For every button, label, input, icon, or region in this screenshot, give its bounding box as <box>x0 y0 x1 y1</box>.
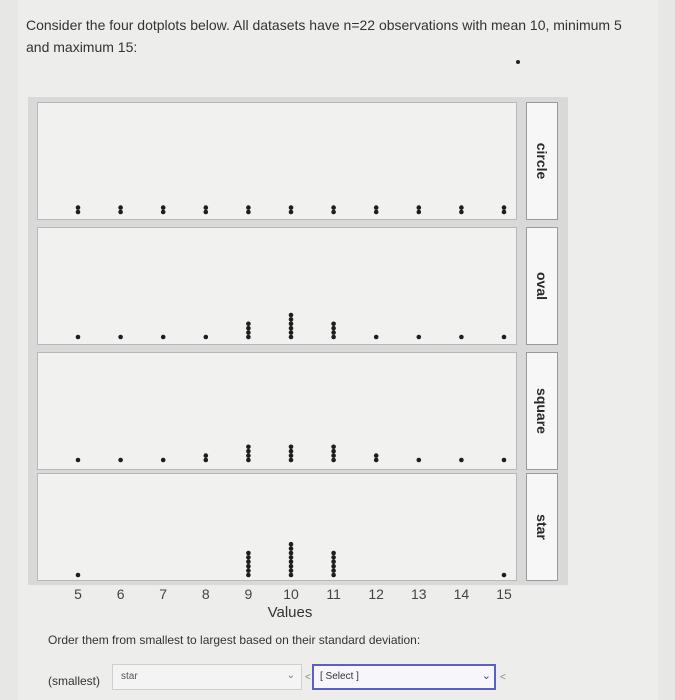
dot-square-7 <box>161 458 166 463</box>
dot-oval-5 <box>76 335 81 340</box>
dot-circle-7 <box>161 205 166 210</box>
dot-square-12 <box>374 458 379 463</box>
dot-square-12 <box>374 453 379 458</box>
dot-circle-10 <box>289 210 294 215</box>
dot-circle-8 <box>204 210 209 215</box>
dot-circle-5 <box>76 210 81 215</box>
dot-star-10 <box>289 546 294 551</box>
dot-oval-14 <box>459 335 464 340</box>
dot-square-8 <box>204 458 209 463</box>
dot-circle-7 <box>161 210 166 215</box>
dot-star-9 <box>246 564 251 569</box>
chevron-down-icon: ⌄ <box>481 670 491 682</box>
dot-square-11 <box>331 449 336 454</box>
dot-circle-11 <box>331 205 336 210</box>
dot-star-11 <box>331 551 336 556</box>
dot-oval-13 <box>417 335 422 340</box>
dot-square-15 <box>502 458 507 463</box>
dot-oval-10 <box>289 330 294 335</box>
dot-square-8 <box>204 453 209 458</box>
dot-square-10 <box>289 449 294 454</box>
dot-circle-13 <box>417 205 422 210</box>
dot-circle-9 <box>246 205 251 210</box>
dots-oval <box>76 313 507 340</box>
x-tick-label: 7 <box>159 586 168 602</box>
dot-star-10 <box>289 573 294 578</box>
dot-oval-11 <box>331 330 336 335</box>
dot-square-9 <box>246 445 251 450</box>
dot-star-10 <box>289 568 294 573</box>
dot-square-11 <box>331 453 336 458</box>
dots-star <box>76 542 507 577</box>
dot-star-10 <box>289 542 294 547</box>
dot-square-9 <box>246 453 251 458</box>
dot-circle-12 <box>374 210 379 215</box>
dots-square <box>76 445 507 463</box>
x-tick-label: 12 <box>368 586 384 602</box>
dot-square-10 <box>289 453 294 458</box>
dot-star-10 <box>289 555 294 560</box>
x-tick-label: 14 <box>453 586 470 602</box>
dot-oval-7 <box>161 335 166 340</box>
dot-oval-10 <box>289 326 294 331</box>
dot-oval-9 <box>246 330 251 335</box>
dot-star-11 <box>331 564 336 569</box>
dot-star-10 <box>289 560 294 565</box>
rank-1-select[interactable] <box>112 664 302 690</box>
dot-circle-15 <box>502 210 507 215</box>
dot-circle-14 <box>459 205 464 210</box>
dot-oval-12 <box>374 335 379 340</box>
dot-square-14 <box>459 458 464 463</box>
dot-square-6 <box>118 458 123 463</box>
dot-oval-10 <box>289 317 294 322</box>
dot-star-9 <box>246 560 251 565</box>
dot-oval-15 <box>502 335 507 340</box>
x-tick-label: 6 <box>116 586 125 602</box>
dot-oval-9 <box>246 326 251 331</box>
rank-2-select[interactable] <box>312 664 496 690</box>
x-tick-label: 8 <box>201 586 210 602</box>
dot-circle-8 <box>204 205 209 210</box>
x-axis-title: Values <box>267 604 313 621</box>
dot-square-10 <box>289 445 294 450</box>
dot-oval-10 <box>289 322 294 327</box>
dot-star-11 <box>331 568 336 573</box>
smallest-label: (smallest) <box>48 674 101 688</box>
dot-circle-11 <box>331 210 336 215</box>
dot-star-9 <box>246 573 251 578</box>
dot-oval-9 <box>246 322 251 327</box>
x-tick-label: 15 <box>496 586 512 602</box>
dot-star-5 <box>76 573 81 578</box>
dot-oval-11 <box>331 322 336 327</box>
dot-square-5 <box>76 458 81 463</box>
dot-circle-13 <box>417 210 422 215</box>
dot-circle-5 <box>76 205 81 210</box>
dot-star-11 <box>331 560 336 565</box>
dot-star-11 <box>331 555 336 560</box>
dot-oval-10 <box>289 335 294 340</box>
dot-circle-9 <box>246 210 251 215</box>
dot-square-13 <box>417 458 422 463</box>
chevron-down-icon: ⌄ <box>286 670 295 681</box>
rank-1-value: star <box>121 671 138 682</box>
dot-oval-6 <box>118 335 123 340</box>
dot-star-10 <box>289 564 294 569</box>
dot-star-9 <box>246 555 251 560</box>
instruction-text: Order them from smallest to largest based on their standard deviation: <box>48 633 421 647</box>
dot-circle-15 <box>502 205 507 210</box>
dot-circle-6 <box>118 210 123 215</box>
dot-square-10 <box>289 458 294 463</box>
dot-circle-10 <box>289 205 294 210</box>
dot-oval-9 <box>246 335 251 340</box>
dot-star-9 <box>246 568 251 573</box>
dot-square-9 <box>246 449 251 454</box>
panel-label-square: square <box>526 352 558 470</box>
dot-square-11 <box>331 458 336 463</box>
dot-oval-11 <box>331 326 336 331</box>
less-than-sign-2: < <box>500 672 506 683</box>
x-tick-label: 13 <box>411 586 427 602</box>
dot-circle-12 <box>374 205 379 210</box>
x-tick-label: 11 <box>326 586 341 602</box>
panel-label-oval: oval <box>526 227 558 345</box>
dot-star-9 <box>246 551 251 556</box>
dot-oval-10 <box>289 313 294 318</box>
x-tick-label: 10 <box>283 586 299 602</box>
panel-label-star: star <box>526 473 558 581</box>
panel-label-circle: circle <box>526 102 558 220</box>
dot-square-9 <box>246 458 251 463</box>
dot-square-11 <box>331 445 336 450</box>
dots-circle <box>76 205 507 214</box>
dot-oval-11 <box>331 335 336 340</box>
x-tick-label: 5 <box>74 586 82 602</box>
dot-star-11 <box>331 573 336 578</box>
dot-circle-6 <box>118 205 123 210</box>
x-tick-label: 9 <box>244 586 253 602</box>
less-than-sign-1: < <box>305 672 311 683</box>
dot-star-10 <box>289 551 294 556</box>
rank-2-value: [ Select ] <box>320 671 359 682</box>
dot-oval-8 <box>204 335 209 340</box>
question-text: Consider the four dotplots below. All datasets have n=22 observations with mean 10, minimum 5 and maximum 15: <box>26 17 622 55</box>
dot-circle-14 <box>459 210 464 215</box>
dot-star-15 <box>502 573 507 578</box>
